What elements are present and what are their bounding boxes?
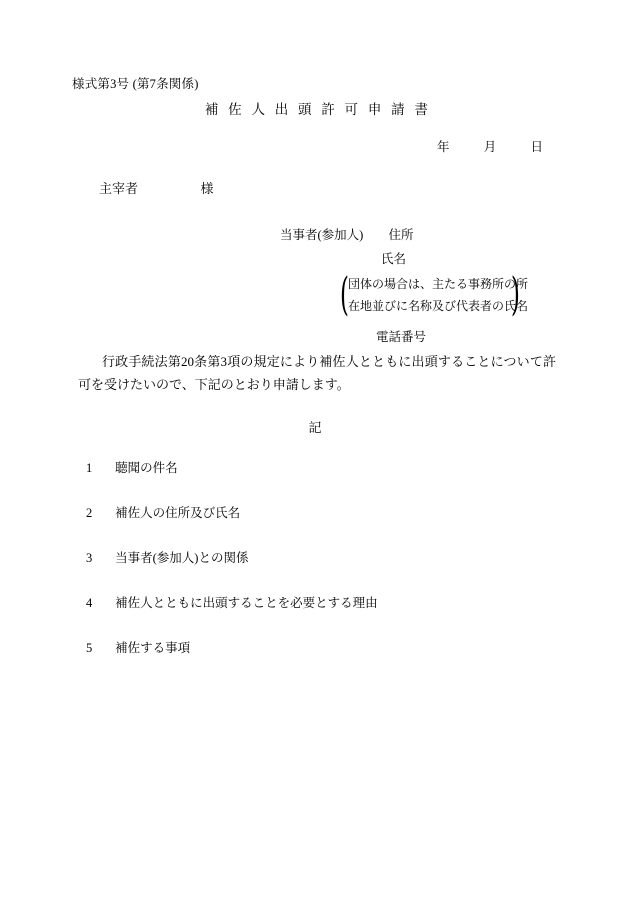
brace-note-text: [348, 273, 528, 317]
list-item: [86, 593, 586, 638]
list-item: [86, 458, 586, 503]
date-year-label: 年: [437, 140, 450, 154]
party-label: 当事者(参加人): [280, 228, 364, 242]
item-text: 補佐する事項: [115, 641, 191, 655]
item-text: 補佐人とともに出頭することを必要とする理由: [115, 596, 378, 610]
list-item: [86, 503, 586, 548]
form-number: 様式第3号 (第7条関係): [72, 77, 199, 91]
list-item: [86, 638, 586, 683]
item-text: 聴聞の件名: [115, 461, 178, 475]
item-number: 3: [86, 551, 93, 565]
brace-note-line2: 在地並びに名称及び代表者の氏名: [348, 299, 529, 313]
party-phone-label: 電話番号: [376, 330, 427, 344]
party-row-address: [280, 223, 426, 247]
brace-right-icon: ): [510, 268, 520, 320]
list-item: [86, 548, 586, 593]
item-number: 1: [86, 461, 93, 475]
addressee: [99, 178, 214, 197]
date-line: [437, 137, 543, 155]
date-month-label: 月: [483, 140, 497, 154]
item-text: 補佐人の住所及び氏名: [115, 506, 241, 520]
addressee-name: 主宰者: [99, 181, 139, 196]
party-address-label: 住所: [388, 228, 414, 242]
ki-mark: 記: [308, 420, 322, 435]
party-row-phone: [280, 319, 426, 349]
party-row-name: [280, 247, 426, 271]
item-text: 当事者(参加人)との関係: [115, 551, 249, 565]
party-block: [280, 223, 529, 349]
date-day-label: 日: [530, 140, 544, 154]
body-paragraph: 行政手続法第20条第3項の規定により補佐人とともに出頭することについて許可を受けたいので、下記のとおり申請します。: [78, 354, 556, 392]
item-number: 5: [86, 641, 93, 655]
item-number: 4: [86, 596, 93, 610]
brace-left-icon: (: [339, 268, 349, 320]
item-list: [86, 458, 586, 683]
brace-note-line1: 団体の場合は、主たる事務所の所: [348, 277, 529, 291]
addressee-honorific: 様: [200, 181, 214, 196]
party-brace-note: [280, 268, 529, 320]
page-title: 補 佐 人 出 頭 許 可 申 請 書: [204, 102, 432, 117]
item-number: 2: [86, 506, 93, 520]
party-name-label: 氏名: [381, 252, 407, 266]
